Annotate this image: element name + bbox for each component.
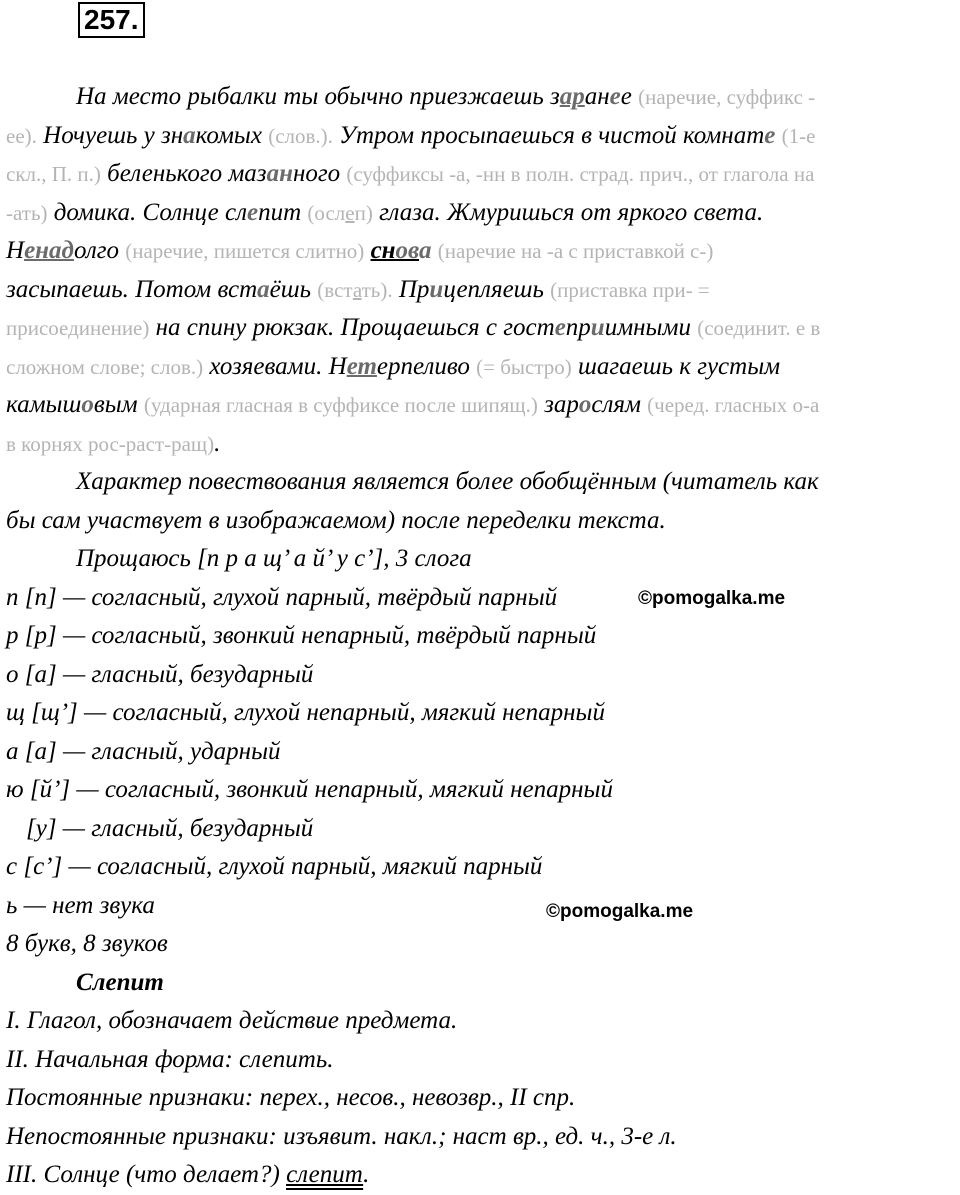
- phonetic-line: ю [й’] — согласный, звонкий непарный, мягкий непарный: [6, 776, 613, 803]
- text: вым: [93, 391, 138, 418]
- note: (1-е: [781, 123, 816, 148]
- note: (наречие, суффикс -: [638, 85, 816, 109]
- text-line: [6, 78, 956, 117]
- note: (приставка при- =: [550, 277, 710, 302]
- highlight-letter: о: [81, 391, 94, 418]
- note-part: (осл: [307, 200, 346, 225]
- text: Ночуешь у зн: [43, 121, 184, 149]
- transcription-heading: Прощаюсь [п р а щ’ а й’ у с’], 3 слога: [76, 545, 472, 572]
- morph-line: [6, 1156, 956, 1195]
- note: (черед. гласных о-а: [647, 393, 820, 417]
- predicate: слепит: [286, 1161, 364, 1188]
- highlight-letter: е: [764, 121, 776, 149]
- phonetic-line: п [п] — согласный, глухой парный, твёрдый парный: [6, 583, 558, 611]
- note: (ударная гласная в суффиксе после шипящ.): [143, 393, 538, 417]
- text: хозяевами. Н: [209, 352, 347, 380]
- text: .: [214, 429, 221, 457]
- text: на спину рюкзак. Прощаешься с гост: [155, 314, 555, 341]
- text: засыпаешь. Потом вст: [6, 275, 258, 303]
- note: [317, 278, 392, 302]
- note: (= быстро): [476, 354, 572, 379]
- highlight-letter: а: [183, 121, 196, 149]
- phonetic-line: щ [щ’] — согласный, глухой непарный, мягкий непарный: [6, 699, 605, 726]
- note: ее).: [6, 123, 37, 148]
- note: (наречие, пишется слитно): [125, 239, 365, 263]
- highlight-letter: е: [609, 83, 621, 110]
- note: -ать): [6, 200, 48, 225]
- text: шагаешь к густым: [578, 352, 781, 380]
- paragraph-line: бы сам участвует в изображаемом) после переделки текста.: [6, 506, 666, 534]
- note: сложном слове; слов.): [6, 354, 204, 379]
- text-line: [6, 117, 956, 156]
- phonetic-line: о [а] — гласный, безударный: [6, 660, 314, 688]
- text: камыш: [6, 391, 82, 418]
- text: III. Солнце (что делает?): [6, 1161, 280, 1188]
- highlight-letter: а: [257, 275, 270, 303]
- morph-line: Непостоянные признаки: изъявит. накл.; наст вр., ед. ч., 3-е л.: [6, 1122, 677, 1150]
- underlined-word: [371, 237, 419, 264]
- text: Утром просыпаешься в чистой комнат: [339, 121, 765, 149]
- highlight-letter: о: [578, 391, 592, 418]
- highlight-letter: и: [590, 314, 605, 341]
- text: комых: [195, 121, 262, 149]
- highlight-letter: ан: [266, 160, 293, 187]
- note-part: п): [354, 200, 373, 225]
- note: (соединит. е в: [697, 316, 821, 340]
- note: (наречие на -а с приставкой с-): [437, 239, 714, 263]
- paragraph-line: Характер повествования является более обобщённым (читатель как: [76, 468, 819, 495]
- text-line: [6, 386, 956, 425]
- highlight-letter: е: [247, 198, 259, 226]
- text: беленького маз: [107, 160, 267, 187]
- phonetic-line: а [а] — гласный, ударный: [6, 737, 281, 765]
- highlight-letter: ет: [346, 352, 377, 380]
- text: ерпеливо: [376, 352, 470, 380]
- text: Н: [6, 237, 25, 264]
- text: домика. Солнце сл: [53, 198, 247, 226]
- note-part: е: [345, 200, 355, 225]
- text-line: [6, 271, 956, 310]
- text: Пр: [398, 275, 430, 303]
- text: пит: [258, 198, 302, 226]
- text-line: [6, 194, 956, 233]
- text-line: [6, 425, 956, 464]
- phonetic-line: ь — нет звука: [6, 891, 155, 919]
- note: (суффиксы -а, -нн в полн. страд. прич., от глагола на: [346, 162, 815, 186]
- phonetic-line: [у] — гласный, безударный: [26, 814, 314, 842]
- text: имными: [604, 314, 691, 341]
- text: е: [620, 83, 632, 110]
- text-line: [6, 232, 956, 271]
- highlight-letter: е: [554, 314, 566, 341]
- text-line: [6, 155, 956, 194]
- exercise-body: [6, 78, 956, 1195]
- note: (слов.).: [268, 123, 333, 148]
- text: ёшь: [269, 275, 312, 303]
- highlight-letter: а: [419, 237, 432, 264]
- text: ан: [584, 83, 610, 110]
- text: пр: [565, 314, 591, 341]
- note: [307, 201, 372, 225]
- morph-line: I. Глагол, обозначает действие предмета.: [6, 1007, 458, 1034]
- text: сн: [370, 237, 396, 264]
- exercise-number: 257.: [78, 2, 145, 38]
- highlight-letter: енад: [24, 237, 74, 264]
- note: скл., П. п.): [6, 162, 101, 186]
- note-part: а: [352, 277, 362, 302]
- note: присоединение): [6, 316, 150, 340]
- morph-line: II. Начальная форма: слепить.: [6, 1045, 334, 1073]
- watermark: ©pomogalka.me: [638, 588, 786, 609]
- morph-line: Постоянные признаки: перех., несов., невозвр., II спр.: [6, 1084, 576, 1111]
- text: .: [363, 1161, 370, 1188]
- note: в корнях рос-раст-ращ): [6, 431, 215, 456]
- morph-title: Слепит: [76, 968, 164, 996]
- note-part: ть).: [361, 277, 393, 302]
- watermark: ©pomogalka.me: [546, 901, 694, 922]
- highlight-letter: ов: [395, 237, 420, 264]
- text: цепляешь: [443, 275, 544, 303]
- note-part: (вст: [317, 277, 353, 302]
- text-line: [6, 348, 956, 387]
- highlight-letter: ар: [559, 83, 585, 110]
- text: олго: [73, 237, 119, 264]
- text: слям: [591, 391, 641, 418]
- text-line: [6, 309, 956, 348]
- text: ного: [292, 160, 341, 187]
- text: глаза. Жмуришься от яркого света.: [379, 198, 764, 226]
- phonetic-line: р [р] — согласный, звонкий непарный, твёрдый парный: [6, 622, 597, 649]
- highlight-letter: и: [429, 275, 444, 303]
- text: зар: [544, 391, 579, 418]
- phonetic-summary: 8 букв, 8 звуков: [6, 930, 168, 957]
- phonetic-line: с [с’] — согласный, глухой парный, мягкий парный: [6, 853, 543, 880]
- text: На место рыбалки ты обычно приезжаешь з: [76, 83, 560, 110]
